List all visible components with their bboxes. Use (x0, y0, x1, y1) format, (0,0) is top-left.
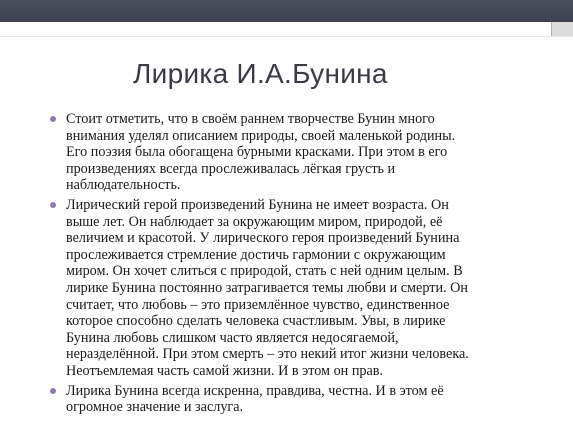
bullet-dot-icon (50, 388, 56, 394)
bullet-line: огромное значение и заслуга. (66, 399, 244, 416)
header-accent-strip (0, 22, 573, 37)
bullet-line: Стоит отметить, что в своём раннем творчестве Бунин много (66, 111, 435, 127)
bullet-line: неразделённой. При этом смерть – это некий итог жизни человека. (66, 346, 469, 363)
bullet-line: Его поэзия была обогащена бурными красками. При этом в его (66, 144, 448, 161)
bullet-line: Лирика Бунина всегда искренна, правдива, честна. И в этом её (66, 382, 444, 399)
header-band (0, 0, 573, 22)
bullet-line: прослеживается стремление достичь гармонии с окружающим (66, 246, 446, 263)
slide-title: Лирика И.А.Бунина (133, 58, 388, 89)
bullet-dot-icon (50, 202, 56, 208)
bullet-item (50, 383, 540, 416)
bullet-line: миром. Он хочет слиться с природой, стать с ней одним целым. В (66, 263, 463, 280)
bullet-line: которое способно сделать человека счастливым. Увы, в лирике (66, 313, 446, 330)
header-underline (0, 36, 573, 37)
bullet-item (50, 111, 540, 194)
header-divider (551, 22, 552, 36)
bullet-line: Бунина любовь слишком часто является недосягаемой, (66, 329, 399, 346)
bullet-line: считает, что любовь – это приземлённое чувство, единственное (66, 296, 450, 313)
bullet-line: Лирический герой произведений Бунина не имеет возраста. Он (66, 196, 449, 213)
bullet-line: внимания уделял описанием природы, своей маленькой родины. (66, 127, 456, 144)
bullet-line: наблюдательность. (66, 177, 181, 194)
bullet-line: Неотъемлемая часть самой жизни. И в этом он прав. (66, 362, 384, 379)
bullet-line: величием и красотой. У лирического героя произведений Бунина (66, 230, 460, 247)
bullet-line: произведениях всегда прослеживалась лёгкая грусть и (66, 160, 396, 177)
bullet-line: выше лет. Он наблюдает за окружающим миром, природой, её (66, 213, 443, 230)
bullet-list (50, 111, 540, 419)
header-accent-corner (552, 22, 573, 37)
bullet-item (50, 197, 540, 380)
bullet-dot-icon (50, 116, 56, 122)
bullet-line: лирике Бунина постоянно затрагивается темы любви и смерти. Он (66, 279, 468, 296)
